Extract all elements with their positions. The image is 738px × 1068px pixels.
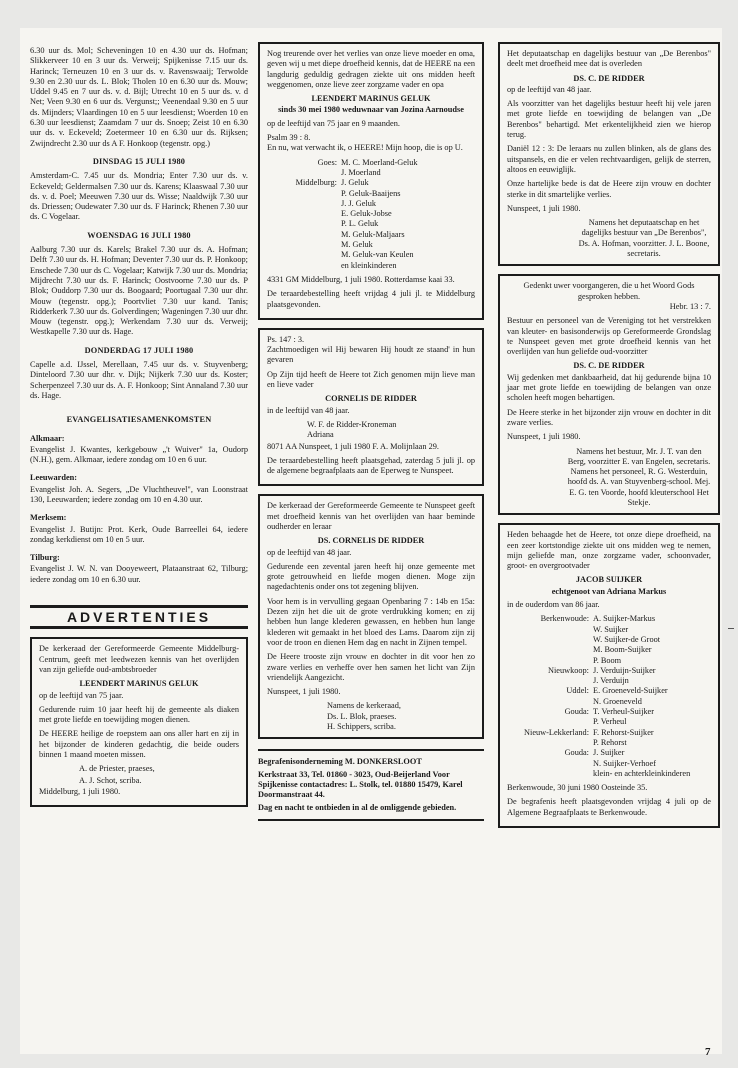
deceased-name: LEENDERT MARINUS GELUK xyxy=(79,679,199,689)
notice-burial: De teraardebestelling heeft plaatsgehad, zaterdag 5 juli jl. op de algemene begraafplaats aan de Eperweg te Nunspeet. xyxy=(267,455,475,476)
scripture-verse: En nu, wat verwacht ik, o HEERE! Mijn hoop, die is op U. xyxy=(267,143,463,153)
heading-tuesday: DINSDAG 15 JULI 1980 xyxy=(92,156,186,166)
notice-place-date: Nunspeet, 1 juli 1980. xyxy=(507,203,581,213)
death-notice-geluk-family xyxy=(258,42,484,320)
family-member-row xyxy=(267,240,475,250)
family-member-row xyxy=(507,728,711,738)
evangelisation-merksem: Evangelist J. Butijn: Prot. Kerk, Oude Barreellei 64, iedere zondag kerkdienst om 10 en 5 uur. xyxy=(30,524,248,544)
family-member-row xyxy=(507,707,711,717)
column-right xyxy=(498,42,720,836)
page-number: 7 xyxy=(705,1046,711,1058)
family-member-row xyxy=(507,759,711,769)
family-member-name: W. Suijker xyxy=(593,624,629,634)
heading-wednesday: WOENSDAG 16 JULI 1980 xyxy=(87,230,191,240)
deceased-name: DS. C. DE RIDDER xyxy=(573,73,645,83)
family-member-row xyxy=(507,656,711,666)
deceased-name: JACOB SUIJKER xyxy=(575,575,643,585)
notice-intro: Nog treurende over het verlies van onze lieve moeder en oma, geven wij u met diepe droefheid kennis, dat de HEERE na een langdurig geduldig gedragen ziekte uit ons midden heeft weggenomen, onze lieve zeer zorgzame vader en opa xyxy=(267,49,475,89)
signatory: A. de Priester, praeses, xyxy=(79,764,155,774)
family-member-name: J. Suijker xyxy=(593,748,625,758)
family-member-name: P. Boom xyxy=(593,655,622,665)
notice-place-date: Middelburg, 1 juli 1980. xyxy=(39,786,121,796)
family-member-name: F. Rehorst-Suijker xyxy=(593,727,654,737)
family-member-place xyxy=(267,209,341,219)
family-member-name: M. C. Moerland-Geluk xyxy=(341,157,418,167)
death-notice-berenbos xyxy=(498,42,720,266)
heading-thursday: DONDERDAG 17 JULI 1980 xyxy=(84,345,194,355)
signatory: Namens het deputaatschap en het dagelijks bestuur van „De Berenbos", Ds. A. Hofman, voorzitter. J. L. Boone, secretaris. xyxy=(578,218,710,259)
family-member-row xyxy=(507,676,711,686)
family-member-place xyxy=(507,645,593,655)
notice-age: op de leeftijd van 48 jaar. xyxy=(507,84,592,94)
scripture-verse: Zachtmoedigen wil Hij bewaren Hij houdt ze staand' in hun gevaren xyxy=(267,345,475,365)
notice-paragraph: De Heere trooste zijn vrouw en dochter in dit voor hen zo zware verlies en verheffe over hen samen het licht van Zijn vriendelijk Aangezicht. xyxy=(267,652,475,682)
family-member-place: Uddel: xyxy=(566,686,589,696)
evangelisation-alkmaar: Evangelist J. Kwantes, kerkgebouw „'t Wuiver" 1a, Oudorp (N.H.), gem. Alkmaar, iedere zondag om 10 en 6 uur. xyxy=(30,444,248,465)
signatory: Namens het bestuur, Mr. J. T. van den Berg, voorzitter E. van Engelen, secretaris. Namens het personeel, R. G. Westerduin, hoofd ds. A. van Stuyvenberg-school. Mej. E. G. ten Voorde, hoofd kleuterschool Het Stekje. xyxy=(567,446,711,507)
family-member-name: M. Boom-Suijker xyxy=(593,645,652,655)
signatory: Ds. L. Blok, praeses. xyxy=(327,711,397,721)
notice-intro: De kerkeraad der Gereformeerde Gemeente te Nunspeet geeft met droefheid kennis van het overlijden van haar beminde oudherder en leraar xyxy=(267,501,475,531)
signatory: H. Schippers, scriba. xyxy=(327,722,396,732)
family-member-name: M. Geluk-Maljaars xyxy=(341,229,405,239)
family-member-name: klein- en achterkleinkinderen xyxy=(593,768,691,778)
family-member-place xyxy=(507,625,593,635)
family-member-name: M. Geluk-van Keulen xyxy=(341,250,414,260)
family-member-place xyxy=(507,769,593,779)
undertaker-advertisement xyxy=(258,749,484,820)
family-member-name: P. Verheul xyxy=(593,717,627,727)
family-member-name: A. Suijker-Markus xyxy=(593,614,656,624)
advertisements-header: ADVERTENTIES xyxy=(30,605,248,629)
family-member-place: Gouda: xyxy=(564,707,589,717)
evangelisation-place-merksem: Merksem: xyxy=(30,513,67,523)
deceased-name: DS. C. DE RIDDER xyxy=(573,361,645,371)
family-member-place xyxy=(267,199,341,209)
family-member-name: P. Rehorst xyxy=(593,737,627,747)
family-member-place xyxy=(267,240,341,250)
family-member-row xyxy=(267,168,475,178)
evangelisation-place-tilburg: Tilburg: xyxy=(30,553,60,563)
notice-place-date: Nunspeet, 1 juli 1980. xyxy=(507,432,581,442)
family-list xyxy=(507,614,711,779)
family-member-row xyxy=(267,261,475,271)
notice-paragraph: Voor hem is in vervulling gegaan Openbaring 7 : 14b en 15a: Dezen zijn het die uit de grote verdrukking komen; en zij hebben hun lange klederen gewassen, en hebben hun lange klederen wit gemaakt in het bloed des Lams. Daarom zijn zij voor de troon en dienen Hem dag en nacht in Zijnen tempel. xyxy=(267,596,475,647)
notice-paragraph: De HEERE heilige de roepstem aan ons aller hart en zij in het bijzonder de kinderen gedachtig, die beide ouders binnen 1 maand moeten missen. xyxy=(39,729,239,760)
heading-evangelisation: EVANGELISATIESAMENKOMSTEN xyxy=(66,415,212,425)
family-member-row xyxy=(507,666,711,676)
notice-place-date: Nunspeet, 1 juli 1980. xyxy=(267,687,341,697)
scripture-verse: Gedenkt uwer voorgangeren, die u het Woord Gods gesproken hebben. xyxy=(523,281,695,301)
family-member-row xyxy=(507,625,711,635)
family-member-row xyxy=(267,189,475,199)
deceased-name: CORNELIS DE RIDDER xyxy=(325,394,417,404)
notice-paragraph: Gedurende een zevental jaren heeft hij onze gemeente met grote getrouwheid en liefde mogen dienen. Moge zijn nagedachtenis onder ons tot zegening blijven. xyxy=(267,561,475,592)
family-member-name: P. Geluk-Baaijens xyxy=(341,188,401,198)
family-member-name: J. J. Geluk xyxy=(341,198,377,208)
family-member-place xyxy=(267,168,341,178)
family-member-place xyxy=(507,635,593,645)
undertaker-address: Kerkstraat 33, Tel. 01860 - 3023, Oud-Beijerland Voor Spijkenisse contactadres: L. Stolk, tel. 01880 15479, Karel Doormanstraat 44. xyxy=(258,769,463,800)
family-list xyxy=(267,158,475,271)
family-member-row xyxy=(507,614,711,624)
notice-paragraph: Onze hartelijke bede is dat de Heere zijn vrouw en dochter sterke in dit smartelijke verlies. xyxy=(507,179,711,199)
service-listing-sunday-cont: 6.30 uur ds. Mol; Scheveningen 10 en 4.30 uur ds. Hofman; Slikkerveer 10 en 3 uur ds. Verweij; Spijkenisse 7.15 uur ds. Harinck; Terneuzen 10 en 3 uur ds. v. Ravenswaaij; Terwolde 9.30 en 2.30 uur ds. L. Blok; Tholen 10 en 6.30 uur ds. Mouw; Uddel 9.45 en 7 uur ds. v. d. Bijl; Utrecht 10 en 5 uur ds. v. d Net; Veen 9.30 en 6 uur ds. Vergunst;; Veenendaal 9.30 en 5 uur ds. Mijnders; Vlaardingen 10 en 5 uur leesdienst; Woerden 10 en 6.30 uur leesdienst; Zaamdam 7 uur ds. Snoep; Zeist 10 en 6.30 uur ds. v. Eckeveld; Zoetermeer 10 en 6.30 uur ds. Rijksen; Zwijndrecht 2.30 uur ds A F. Honkoop (tegenstr. opg.) xyxy=(30,46,248,148)
notice-paragraph: Daniël 12 : 3: De leraars nu zullen blinken, als de glans des uitspansels, en die er velen rechtvaardigen, gelijk de sterren, altoos en eeuwiglijk. xyxy=(507,144,711,174)
death-notice-geluk-council xyxy=(30,637,248,807)
family-member-place xyxy=(267,189,341,199)
family-member-row xyxy=(507,717,711,727)
deceased-name: LEENDERT MARINUS GELUK xyxy=(311,94,431,104)
notice-paragraph: Gedurende ruim 10 jaar heeft hij de gemeente als diaken met grote liefde en toewijding mogen dienen. xyxy=(39,704,239,725)
death-notice-de-ridder-family xyxy=(258,328,484,487)
family-member-name: N. Groeneveld xyxy=(593,696,642,706)
newspaper-page xyxy=(20,28,722,1058)
family-member-name: M. Geluk xyxy=(341,240,373,250)
service-listing-thursday: Capelle a.d. IJssel, Merellaan, 7.45 uur ds. v. Stuyvenberg; Dinteloord 7.30 uur dhr. v. Dijk; Nijkerk 7.30 uur ds. Koster; Scherpenzeel 7.30 uur ds. A. F. Honkoop; Sint Annaland 7.30 uur ds. Hage. xyxy=(30,360,248,400)
family-member-row xyxy=(507,686,711,696)
death-notice-suijker xyxy=(498,523,720,828)
margin-mark xyxy=(728,628,734,629)
family-member-name: en kleinkinderen xyxy=(341,260,397,270)
notice-intro: Het deputaatschap en dagelijks bestuur van „De Berenbos" deelt met droefheid mee dat is overleden xyxy=(507,49,711,69)
service-listing-tuesday: Amsterdam-C. 7.45 uur ds. Mondria; Enter 7.30 uur ds. v. Eckeveld; Geldermalsen 7.30 uur ds. Karens; Klaaswaal 7.30 uur ds. v. d. Poel; Meeuwen 7.30 uur ds. Wisse; Naaldwijk 7.30 uur ds. Driessen; Oudewater 7.30 uur ds. F Harinck; Rhenen 7.30 uur ds. C Vogelaar. xyxy=(30,171,248,222)
family-member-name: J. Verduijn-Suijker xyxy=(593,665,656,675)
scripture-reference: Psalm 39 : 8. xyxy=(267,133,311,143)
notice-intro: Bestuur en personeel van de Vereniging tot het verstrekken van kleuter- en basisonderwijs op Gereformeerde Grondslag te Nunspeet geven met grote droefheid kennis van het overlijden van hun geliefde oud-voorzitter xyxy=(507,316,711,357)
notice-age: in de leeftijd van 48 jaar. xyxy=(267,405,350,415)
family-member-place: Middelburg: xyxy=(295,178,337,188)
family-member-row xyxy=(507,635,711,645)
family-member-place xyxy=(267,230,341,240)
family-member-place xyxy=(267,219,341,229)
family-member-row xyxy=(507,748,711,758)
evangelisation-place-alkmaar: Alkmaar: xyxy=(30,433,65,443)
family-member-place xyxy=(507,656,593,666)
family-member-name: W. Suijker-de Groot xyxy=(593,634,661,644)
signatory: W. F. de Ridder-Kroneman xyxy=(307,419,397,429)
signatory: Adriana xyxy=(307,430,334,440)
evangelisation-place-leeuwarden: Leeuwarden: xyxy=(30,473,78,483)
deceased-name: DS. CORNELIS DE RIDDER xyxy=(317,536,425,546)
family-member-row xyxy=(267,199,475,209)
notice-intro: Op Zijn tijd heeft de Heere tot Zich genomen mijn lieve man en lieve vader xyxy=(267,369,475,390)
family-member-row xyxy=(507,738,711,748)
notice-address: 4331 GM Middelburg, 1 juli 1980. Rotterdamse kaai 33. xyxy=(267,274,455,284)
family-member-name: J. Geluk xyxy=(341,178,369,188)
family-member-row xyxy=(507,697,711,707)
notice-address: 8071 AA Nunspeet, 1 juli 1980 F. A. Molijnlaan 29. xyxy=(267,441,439,451)
family-member-place xyxy=(507,697,593,707)
notice-age: op de leeftijd van 48 jaar. xyxy=(267,547,352,557)
evangelisation-tilburg: Evangelist J. W. N. van Dooyeweert, Plataanstraat 62, Tilburg; iedere zondag om 10 en 6.30 uur. xyxy=(30,564,248,584)
family-member-place xyxy=(507,676,593,686)
family-member-place xyxy=(507,759,593,769)
family-member-row xyxy=(267,219,475,229)
scripture-reference: Ps. 147 : 3. xyxy=(267,334,305,344)
family-member-row xyxy=(267,250,475,260)
deceased-subtitle: sinds 30 mei 1980 weduwnaar van Jozina Aarnoudse xyxy=(278,105,464,115)
family-member-place xyxy=(267,261,341,271)
column-left xyxy=(30,46,248,815)
undertaker-name: Begrafenisonderneming M. DONKERSLOOT xyxy=(258,757,422,767)
family-member-row xyxy=(507,645,711,655)
signatory: Namens de kerkeraad, xyxy=(327,701,401,711)
evangelisation-leeuwarden: Evangelist Joh. A. Segers, „De Vluchtheuvel", van Loonstraat 130, Leeuwarden; iedere zondag om 10 en 4.30 uur. xyxy=(30,484,248,504)
family-member-place: Nieuw-Lekkerland: xyxy=(524,727,589,737)
family-member-row xyxy=(267,158,475,168)
undertaker-availability: Dag en nacht te ontbieden in al de omliggende gebieden. xyxy=(258,802,457,812)
service-listing-wednesday: Aalburg 7.30 uur ds. Karels; Brakel 7.30 uur ds. A. Hofman; Delft 7.30 uur ds. H. Hofman; Deventer 7.30 uur ds. P. Honkoop; Enschede 7.30 uur ds C. Vogelaar; Katwijk 7.30 uur ds. Mondria; Mijdrecht 7.30 uur ds. F. Harinck; Oostvoorne 7.30 uur ds. P Blok; Ouddorp 7.30 uur ds. Boogaard; Poortugaal 7.30 uur dhr. Mouw (tegenstr. opg.); Poortvliet 7.30 uur kand. Tanis; Ridderkerk 7.30 uur ds. Golverdingen; Wageningen 7.30 uur dhr. Mouw (tegenstr. opg.); Werkendam 7.30 uur ds. Verweij; Westkapelle 7.30 uur ds. Hage. xyxy=(30,245,248,337)
family-member-row xyxy=(267,178,475,188)
signatory: A. J. Schot, scriba. xyxy=(79,775,142,785)
scripture-reference: Hebr. 13 : 7. xyxy=(669,301,711,311)
column-middle xyxy=(258,42,484,821)
notice-place-date: Berkenwoude, 30 juni 1980 Oosteinde 35. xyxy=(507,783,648,793)
family-member-name: N. Suijker-Verhoef xyxy=(593,758,656,768)
family-member-name: E. Groeneveld-Suijker xyxy=(593,686,668,696)
family-member-place: Berkenwoude: xyxy=(540,614,589,624)
family-member-place xyxy=(507,738,593,748)
family-member-row xyxy=(267,209,475,219)
family-member-name: J. Verduijn xyxy=(593,676,629,686)
notice-intro: De kerkeraad der Gereformeerde Gemeente Middelburg-Centrum, geeft met leedwezen kennis van het overlijden van zijn geliefde oud-ambtsbroeder xyxy=(39,644,239,674)
family-member-name: P. L. Geluk xyxy=(341,219,379,229)
notice-age: in de ouderdom van 86 jaar. xyxy=(507,600,600,610)
family-member-place xyxy=(507,717,593,727)
death-notice-de-ridder-council xyxy=(258,494,484,739)
family-member-name: J. Moerland xyxy=(341,167,381,177)
notice-age: op de leeftijd van 75 jaar. xyxy=(39,690,124,700)
notice-paragraph: Wij gedenken met dankbaarheid, dat hij gedurende bijna 10 jaar met grote liefde en toewijding de belangen van onze scholen heeft mogen behartigen. xyxy=(507,372,711,403)
notice-paragraph: De Heere sterke in het bijzonder zijn vrouw en dochter in dit zware verlies. xyxy=(507,407,711,427)
family-member-name: E. Geluk-Jobse xyxy=(341,209,392,219)
family-member-place xyxy=(267,250,341,260)
death-notice-school-board xyxy=(498,274,720,515)
family-member-row xyxy=(267,230,475,240)
family-member-place: Nieuwkoop: xyxy=(547,665,589,675)
family-member-name: T. Verheul-Suijker xyxy=(593,707,654,717)
family-member-place: Gouda: xyxy=(564,748,589,758)
notice-paragraph: Als voorzitter van het dagelijks bestuur heeft hij vele jaren met grote liefde en toewijding de belangen van „De Berenbos" behartigd. Met erkentelijkheid zien we hierop terug. xyxy=(507,99,711,140)
family-member-row xyxy=(507,769,711,779)
notice-age: op de leeftijd van 75 jaar en 9 maanden. xyxy=(267,118,400,128)
notice-intro: Heden behaagde het de Heere, tot onze diepe droefheid, na een zeer kortstondige ziekte uit ons midden weg te nemen, mijn geliefde man, onze zorgzame vader, schoonvader, groot- en overgrootvader xyxy=(507,530,711,571)
notice-burial: De begrafenis heeft plaatsgevonden vrijdag 4 juli op de Algemene Begraafplaats te Berkenwoude. xyxy=(507,797,711,817)
notice-burial: De teraardebestelling heeft vrijdag 4 juli jl. te Middelburg plaatsgevonden. xyxy=(267,289,475,309)
deceased-subtitle: echtgenoot van Adriana Markus xyxy=(551,586,667,596)
family-member-place: Goes: xyxy=(317,157,337,167)
